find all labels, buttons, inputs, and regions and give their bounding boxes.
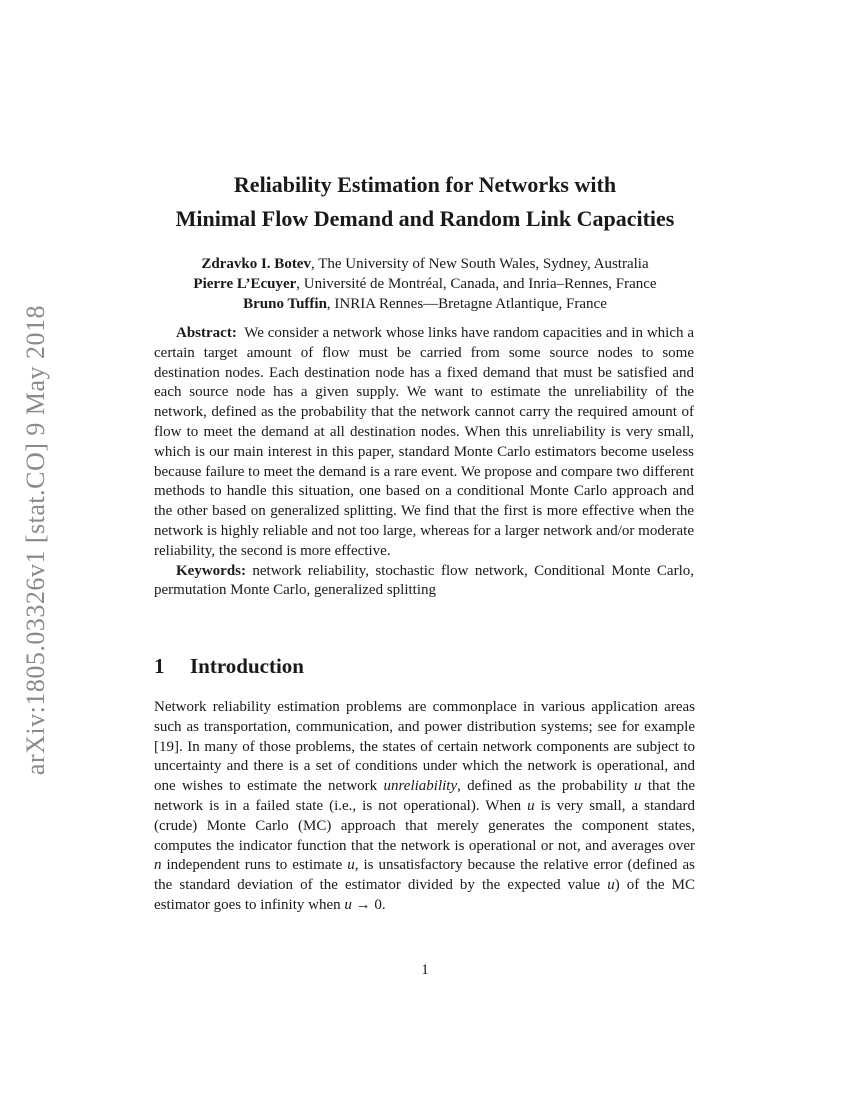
section-heading [154, 654, 304, 679]
abstract-label: Abstract: [176, 325, 237, 341]
math-var-u: u [607, 877, 615, 894]
author-affiliation: , The University of New South Wales, Sydney, Australia [310, 256, 649, 272]
author-affiliation: , INRIA Rennes—Bretagne Atlantique, France [326, 296, 607, 312]
intro-text: is very small, a standard (crude) Monte Carlo (MC) approach that merely generates the component states, computes the indicator function that the network is operational or not, and averages over [154, 797, 695, 854]
author-entry [100, 254, 750, 274]
intro-body [154, 698, 695, 916]
abstract-block [154, 324, 694, 601]
page-number: 1 [421, 962, 429, 978]
author-affiliation: , Université de Montréal, Canada, and Inria–Rennes, France [296, 276, 657, 292]
math-var-u: u [344, 896, 352, 913]
intro-text: , is unsatisfactory because the relative error (defined as the standard deviation of the estimator divided by the expected value [154, 857, 695, 894]
author-list [100, 254, 750, 314]
intro-emphasis: unreliability [383, 778, 458, 795]
title-line-1: Reliability Estimation for Networks with [233, 172, 617, 197]
keywords-text: network reliability, stochastic flow network, Conditional Monte Carlo, permutation Monte Carlo, generalized splitting [154, 562, 694, 599]
arxiv-identifier: arXiv:1805.03326v1 [stat.CO] 9 May 2018 [21, 304, 50, 776]
keywords-paragraph [154, 562, 694, 602]
math-var-u: u [347, 857, 355, 874]
intro-paragraph [154, 698, 695, 916]
author-entry [100, 294, 750, 314]
intro-text: → 0. [351, 896, 386, 913]
abstract-text: We consider a network whose links have random capacities and in which a certain target amount of flow must be carried from some source nodes to some destination nodes. Each destination node has a fixed demand that must be satisfied and each source node has a given supply. We want to estimate the unreliability of the network, defined as the probability that the network cannot carry the required amount of flow to meet the demand at all destination nodes. When this unreliability is very small, which is our main interest in this paper, standard Monte Carlo estimators become useless because failure to meet the demand is a rare event. We propose and compare two different methods to handle this situation, one based on a conditional Monte Carlo approach and the other based on generalized splitting. We find that the first is more effective when the network is highly reliable and not too large, whereas for a larger network and/or moderate reliability, the second is more effective. [154, 325, 694, 559]
intro-text: ) of the MC estimator goes to infinity when [154, 877, 695, 913]
intro-text: Network reliability estimation problems are commonplace in various application areas such as transportation, communication, and power distribution systems; see for example [19]. In many of those problems, the states of certain network components are subject to uncertainty and there is a set of conditions under which the network is operational, and one wishes to estimate the network [154, 699, 695, 795]
abstract-paragraph [154, 324, 694, 562]
author-entry [100, 274, 750, 294]
intro-text: independent runs to estimate [161, 857, 348, 874]
math-var-u: u [527, 797, 535, 814]
math-var-n: n [154, 857, 162, 874]
author-name: Bruno Tuffin [243, 296, 327, 312]
paper-title [100, 168, 750, 236]
intro-text: that the network is in a failed state (i.e., is not operational). When [154, 778, 695, 814]
author-name: Pierre L’Ecuyer [193, 276, 297, 292]
math-var-u: u [634, 778, 642, 795]
author-name: Zdravko I. Botev [201, 256, 311, 272]
intro-text: , defined as the probability [457, 778, 635, 795]
keywords-label: Keywords: [176, 562, 246, 579]
section-number: 1 [154, 654, 165, 678]
section-title: Introduction [190, 654, 304, 678]
title-line-2: Minimal Flow Demand and Random Link Capacities [175, 206, 675, 231]
